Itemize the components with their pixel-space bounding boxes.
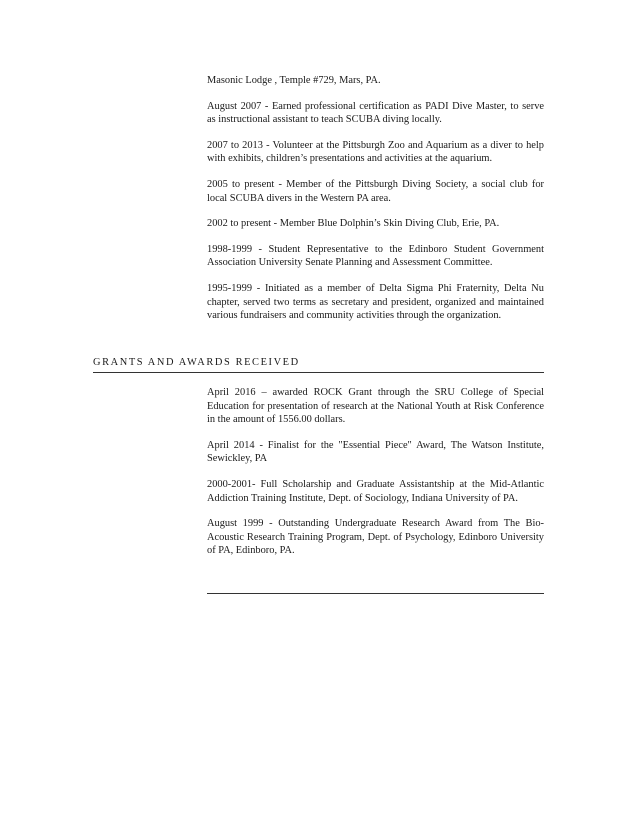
award-entry: August 1999 - Outstanding Undergraduate Research Award from The Bio-Acoustic Research Training Program, Dept. of Psychology, Edinboro University of PA, Edinboro, PA. xyxy=(207,518,544,557)
activity-entry: 1998-1999 - Student Representative to the Edinboro Student Government Association University Senate Planning and Assessment Committee. xyxy=(207,243,544,269)
award-entry: 2000-2001- Full Scholarship and Graduate Assistantship at the Mid-Atlantic Addiction Training Institute, Dept. of Sociology, Indiana University of PA. xyxy=(207,478,544,504)
grants-section-heading: GRANTS AND AWARDS RECEIVED xyxy=(93,356,544,373)
award-entry: April 2016 – awarded ROCK Grant through the SRU College of Special Education for presentation of research at the National Youth at Risk Conference in the amount of 1556.00 dollars. xyxy=(207,387,544,426)
section-divider xyxy=(207,593,544,594)
award-entry: April 2014 - Finalist for the "Essential Piece" Award, The Watson Institute, Sewickley, PA xyxy=(207,439,544,465)
grants-awards-list xyxy=(207,386,544,570)
activity-entry: 2002 to present - Member Blue Dolphin’s Skin Diving Club, Erie, PA. xyxy=(207,218,500,230)
activity-entry: August 2007 - Earned professional certification as PADI Dive Master, to serve as instructional assistant to teach SCUBA diving locally. xyxy=(207,100,544,126)
activity-entry: 2005 to present - Member of the Pittsburgh Diving Society, a social club for local SCUBA divers in the Western PA area. xyxy=(207,178,544,204)
activities-list xyxy=(207,74,544,335)
activity-entry: 2007 to 2013 - Volunteer at the Pittsburgh Zoo and Aquarium as a diver to help with exhibits, children’s presentations and activities at the aquarium. xyxy=(207,139,544,165)
activity-entry: Masonic Lodge , Temple #729, Mars, PA. xyxy=(207,75,381,86)
activity-entry: 1995-1999 - Initiated as a member of Delta Sigma Phi Fraternity, Delta Nu chapter, served two terms as secretary and president, organized and maintained various fundraisers and community activities through the organization. xyxy=(207,282,544,322)
